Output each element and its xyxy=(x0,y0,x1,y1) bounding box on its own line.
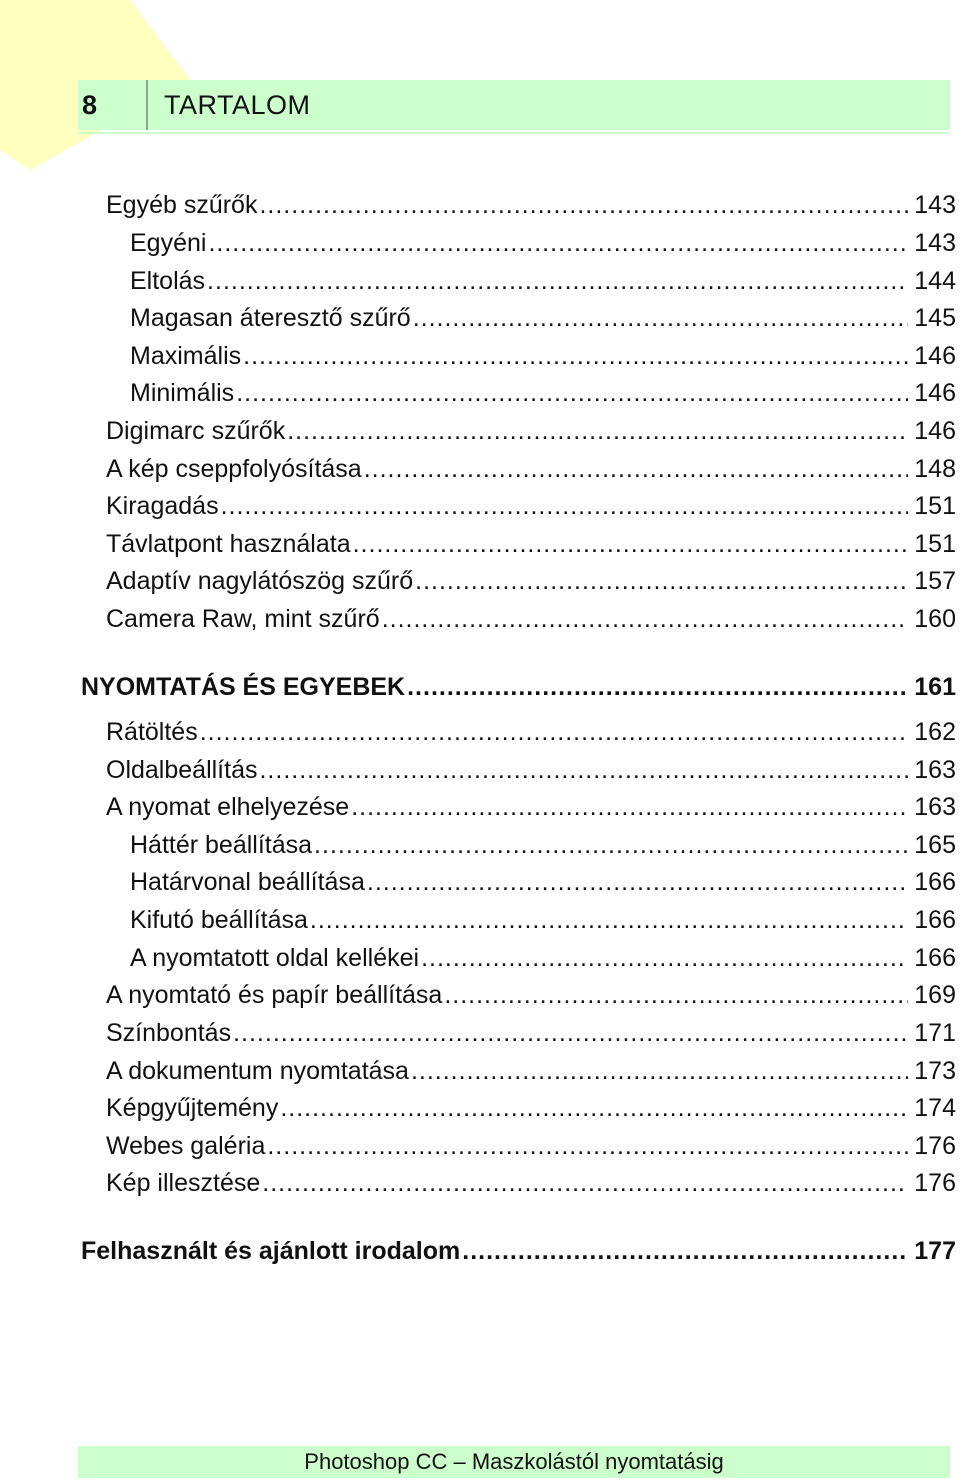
toc-dot-leader xyxy=(207,266,908,296)
toc-entry[interactable] xyxy=(130,830,956,860)
toc-entry-label: Színbontás xyxy=(106,1019,232,1047)
toc-entry-page: 163 xyxy=(914,793,956,821)
toc-entry[interactable] xyxy=(106,1018,956,1048)
page-header xyxy=(78,80,950,130)
toc-dot-leader xyxy=(382,604,909,634)
toc-entry[interactable] xyxy=(130,341,956,371)
toc-entry-page: 166 xyxy=(914,906,956,934)
toc-entry-label: Kép illesztése xyxy=(106,1169,261,1197)
toc-entry[interactable] xyxy=(130,228,956,258)
toc-entry-page: 151 xyxy=(914,492,956,520)
toc-dot-leader xyxy=(314,830,908,860)
toc-dot-leader xyxy=(351,792,908,822)
toc-entry[interactable] xyxy=(106,1131,956,1161)
toc-entry-page: 166 xyxy=(914,944,956,972)
toc-entry-label: Kiragadás xyxy=(106,492,219,520)
toc-dot-leader xyxy=(259,190,908,220)
toc-entry[interactable] xyxy=(130,905,956,935)
toc-entry-page: 146 xyxy=(914,417,956,445)
toc-dot-leader xyxy=(421,943,908,973)
toc-entry-label: A dokumentum nyomtatása xyxy=(106,1057,409,1085)
toc-entry-page: 173 xyxy=(914,1057,956,1085)
toc-dot-leader xyxy=(267,1131,908,1161)
footer-text: Photoshop CC – Maszkolástól nyomtatásig xyxy=(304,1449,724,1474)
toc-entry-label: Kifutó beállítása xyxy=(130,906,308,934)
toc-entry[interactable] xyxy=(106,1093,956,1123)
toc-entry[interactable] xyxy=(106,604,956,634)
toc-dot-leader xyxy=(444,980,908,1010)
toc-entry-page: 162 xyxy=(914,718,956,746)
toc-dot-leader xyxy=(462,1236,908,1266)
page-number: 8 xyxy=(78,80,148,130)
toc-entry[interactable] xyxy=(106,1056,956,1086)
toc-dot-leader xyxy=(208,228,908,258)
toc-entry-label: Határvonal beállítása xyxy=(130,868,365,896)
toc-dot-leader xyxy=(280,1093,908,1123)
toc-entry-page: 161 xyxy=(914,673,956,701)
toc-entry-label: Digimarc szűrők xyxy=(106,417,286,445)
toc-dot-leader xyxy=(236,378,908,408)
toc-entry-page: 143 xyxy=(914,191,956,219)
toc-entry-label: Egyéni xyxy=(130,229,207,257)
toc-dot-leader xyxy=(413,303,909,333)
toc-dot-leader xyxy=(415,566,908,596)
toc-entry-page: 171 xyxy=(914,1019,956,1047)
toc-entry[interactable] xyxy=(106,717,956,747)
toc-dot-leader xyxy=(262,1168,908,1198)
toc-entry-label: Távlatpont használata xyxy=(106,530,351,558)
toc-entry[interactable] xyxy=(130,943,956,973)
toc-entry-page: 146 xyxy=(914,379,956,407)
toc-entry-label: A kép cseppfolyósítása xyxy=(106,455,362,483)
toc-entry-label: Háttér beállítása xyxy=(130,831,313,859)
toc-entry-label: A nyomtatott oldal kellékei xyxy=(130,944,420,972)
toc-entry-page: 148 xyxy=(914,455,956,483)
toc-entry-page: 169 xyxy=(914,981,956,1009)
toc-entry-label: NYOMTATÁS ÉS EGYEBEK xyxy=(81,673,406,701)
toc-entry-label: A nyomtató és papír beállítása xyxy=(106,981,443,1009)
toc-entry-page: 174 xyxy=(914,1094,956,1122)
toc-entry[interactable] xyxy=(106,491,956,521)
toc-entry-label: A nyomat elhelyezése xyxy=(106,793,350,821)
toc-dot-leader xyxy=(243,341,908,371)
toc-entry[interactable] xyxy=(106,980,956,1010)
toc-dot-leader xyxy=(221,491,909,521)
toc-entry-label: Rátöltés xyxy=(106,718,198,746)
toc-entry[interactable] xyxy=(130,303,956,333)
toc-entry-label: Webes galéria xyxy=(106,1132,266,1160)
toc-entry-page: 146 xyxy=(914,342,956,370)
chapter-title: TARTALOM xyxy=(164,89,311,120)
toc-entry[interactable] xyxy=(106,529,956,559)
toc-entry-label: Eltolás xyxy=(130,267,206,295)
toc-entry-page: 160 xyxy=(914,605,956,633)
toc-dot-leader xyxy=(367,867,908,897)
toc-dot-leader xyxy=(411,1056,908,1086)
toc-entry-page: 151 xyxy=(914,530,956,558)
toc-dot-leader xyxy=(407,672,908,702)
toc-entry[interactable] xyxy=(81,672,956,702)
toc-entry-label: Adaptív nagylátószög szűrő xyxy=(106,567,414,595)
toc-entry-label: Minimális xyxy=(130,379,235,407)
toc-dot-leader xyxy=(364,454,909,484)
toc-entry-page: 166 xyxy=(914,868,956,896)
toc-dot-leader xyxy=(287,416,908,446)
toc-entry[interactable] xyxy=(130,378,956,408)
toc-entry-page: 176 xyxy=(914,1169,956,1197)
toc-entry[interactable] xyxy=(106,416,956,446)
toc-entry-label: Camera Raw, mint szűrő xyxy=(106,605,380,633)
toc-entry-page: 144 xyxy=(914,267,956,295)
toc-entry-label: Maximális xyxy=(130,342,242,370)
toc-entry-page: 165 xyxy=(914,831,956,859)
toc-dot-leader xyxy=(259,755,908,785)
toc-entry[interactable] xyxy=(130,867,956,897)
toc-entry-page: 163 xyxy=(914,756,956,784)
toc-entry-page: 177 xyxy=(914,1237,956,1265)
toc-entry-label: Felhasznált és ajánlott irodalom xyxy=(81,1237,461,1265)
toc-dot-leader xyxy=(353,529,909,559)
page-footer xyxy=(78,1446,950,1478)
toc-entry[interactable] xyxy=(106,566,956,596)
toc-dot-leader xyxy=(310,905,908,935)
toc-entry-page: 145 xyxy=(914,304,956,332)
toc-entry-label: Magasan áteresztő szűrő xyxy=(130,304,411,332)
toc-entry[interactable] xyxy=(106,190,956,220)
toc-entry-page: 157 xyxy=(914,567,956,595)
toc-entry[interactable] xyxy=(106,1168,956,1198)
toc-dot-leader xyxy=(233,1018,908,1048)
toc-dot-leader xyxy=(200,717,909,747)
toc-entry[interactable] xyxy=(81,1236,956,1266)
toc-entry-label: Képgyűjtemény xyxy=(106,1094,279,1122)
toc-entry-label: Oldalbeállítás xyxy=(106,756,258,784)
toc-entry[interactable] xyxy=(130,266,956,296)
toc-entry-page: 176 xyxy=(914,1132,956,1160)
toc-entry-label: Egyéb szűrők xyxy=(106,191,258,219)
toc-entry[interactable] xyxy=(106,792,956,822)
toc-entry[interactable] xyxy=(106,755,956,785)
toc-entry-page: 143 xyxy=(914,229,956,257)
toc-entry[interactable] xyxy=(106,454,956,484)
